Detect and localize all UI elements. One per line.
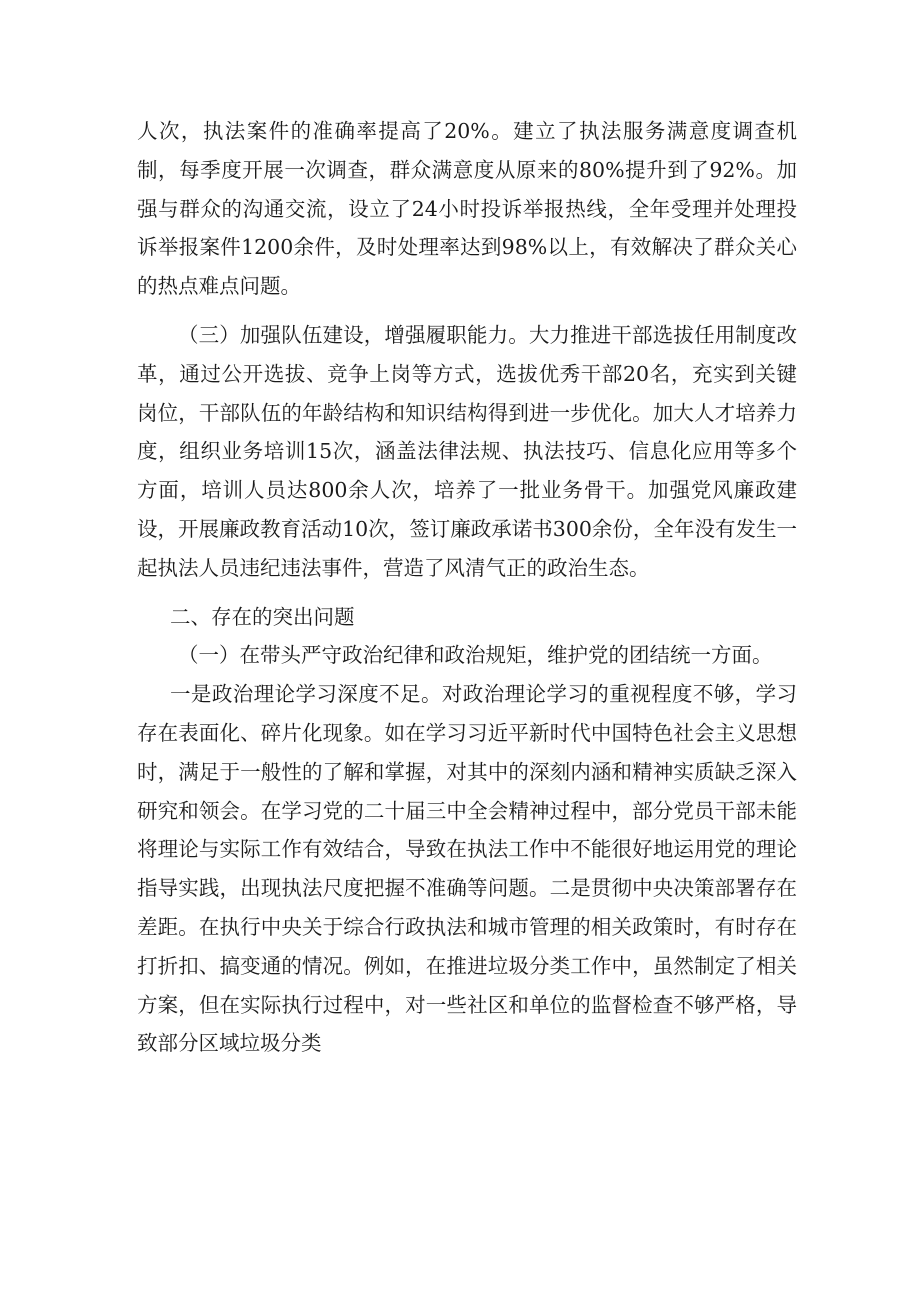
paragraph-problems: 一是政治理论学习深度不足。对政治理论学习的重视程度不够，学习存在表面化、碎片化现象。如在学习习近平新时代中国特色社会主义思想时，满足于一般性的了解和掌握，对其中的深刻内涵和精神实质缺乏深入研究和领会。在学习党的二十届三中全会精神过程中，部分党员干部未能将理论与实际工作有效结合，导致在执法工作中不能很好地运用党的理论指导实践，出现执法尺度把握不准确等问题。二是贯彻中央决策部署存在差距。在执行中央关于综合行政执法和城市管理的相关政策时，有时存在打折扣、搞变通的情况。例如，在推进垃圾分类工作中，虽然制定了相关方案，但在实际执行过程中，对一些社区和单位的监督检查不够严格，导致部分区域垃圾分类 [137,682,797,1056]
document-body [137,112,797,1063]
paragraph-team-building: （三）加强队伍建设，增强履职能力。大力推进干部选拔任用制度改革，通过公开选拔、竞争上岗等方式，选拔优秀干部20名，充实到关键岗位，干部队伍的年龄结构和知识结构得到进一步优化。加大人才培养力度，组织业务培训15次，涵盖法律法规、执法技巧、信息化应用等多个方面，培训人员达800余人次，培养了一批业务骨干。加强党风廉政建设，开展廉政教育活动10次，签订廉政承诺书300余份，全年没有发生一起执法人员违纪违法事件，营造了风清气正的政治生态。 [137,322,797,580]
paragraph-continuation: 人次，执法案件的准确率提高了20%。建立了执法服务满意度调查机制，每季度开展一次调查，群众满意度从原来的80%提升到了92%。加强与群众的沟通交流，设立了24小时投诉举报热线，全年受理并处理投诉举报案件1200余件，及时处理率达到98%以上，有效解决了群众关心的热点难点问题。 [137,119,797,299]
subsection-heading: （一）在带头严守政治纪律和政治规矩，维护党的团结统一方面。 [178,643,773,668]
paragraph-gap [137,306,797,316]
section-heading: 二、存在的突出问题 [170,604,355,629]
paragraph-gap [137,588,797,598]
